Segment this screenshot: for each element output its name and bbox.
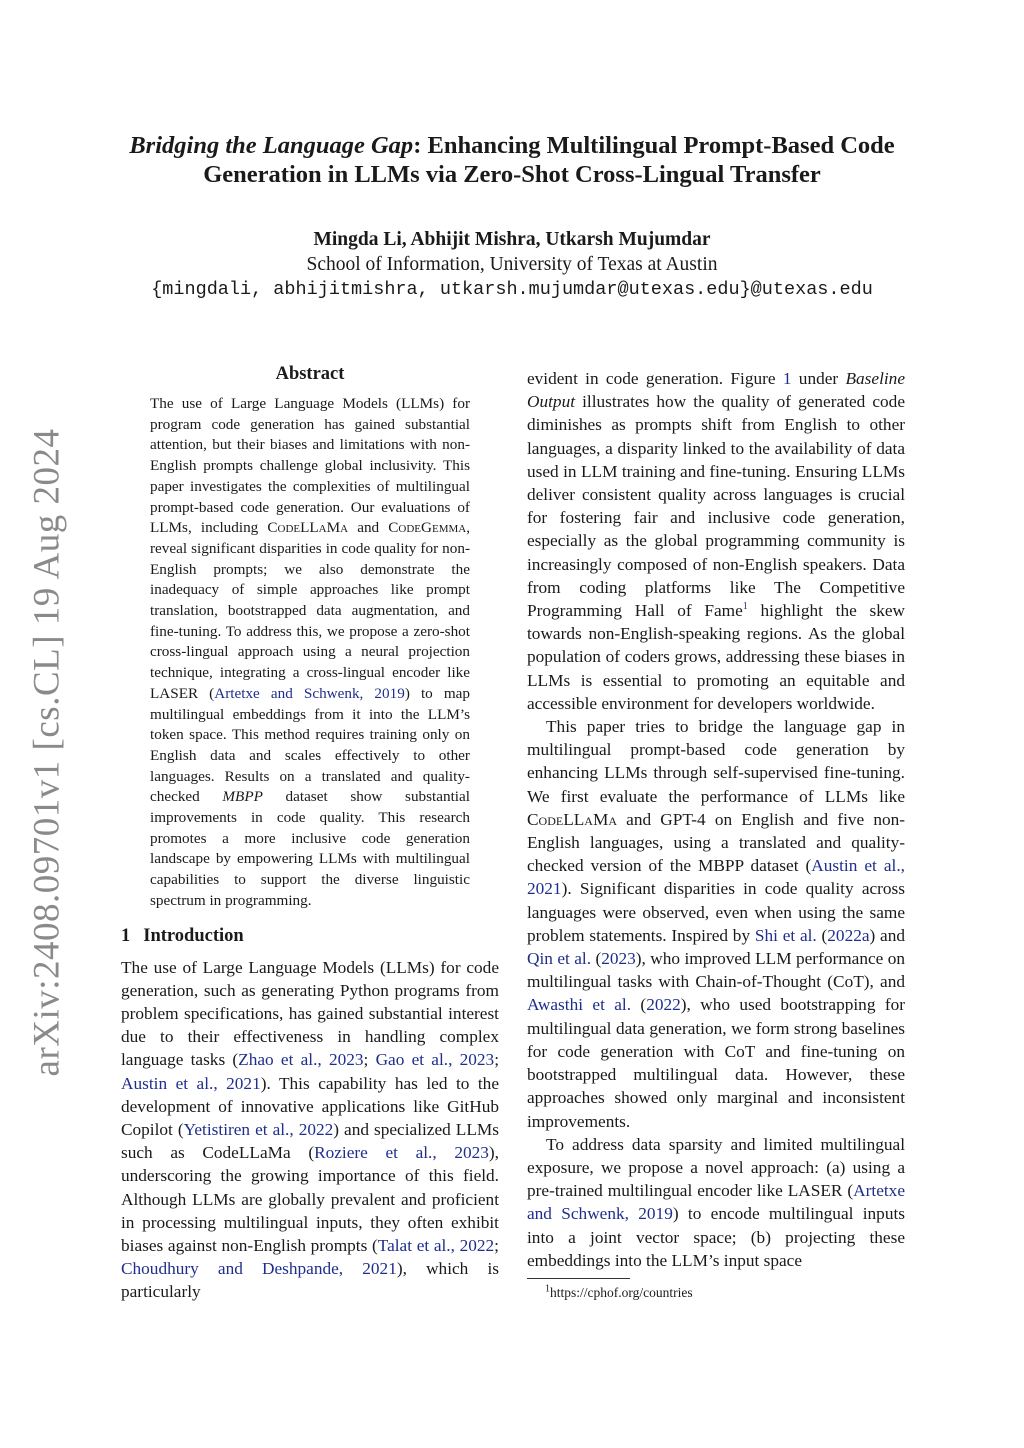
footnote-url: https://cphof.org/countries bbox=[550, 1284, 693, 1300]
citation-link[interactable]: 2022a bbox=[827, 925, 870, 945]
body-text: ; bbox=[494, 1236, 499, 1256]
paragraph bbox=[527, 715, 905, 1133]
paper-title-rest: : Enhancing Multilingual Prompt-Based Code Generation in LLMs via Zero-Shot Cross-Lingual Transfer bbox=[203, 132, 895, 188]
citation-link[interactable]: Roziere et al., 2023 bbox=[314, 1143, 489, 1163]
section-title: Introduction bbox=[143, 925, 244, 946]
body-text: ) and bbox=[869, 925, 905, 945]
citation-link[interactable]: 2022 bbox=[646, 995, 681, 1015]
paragraph bbox=[527, 367, 905, 715]
abstract-text: The use of Large Language Models (LLMs) for program code generation has gained substantial attention, but their biases and limitations with non-English prompts challenge global inclusivity. This paper investigates the complexities of multilingual prompt-based code generation. Our evaluations of LLMs, including bbox=[150, 395, 470, 537]
body-text: evident in code generation. Figure bbox=[527, 369, 783, 388]
introduction-body bbox=[121, 956, 499, 1304]
footnote-mark: 1 bbox=[545, 1283, 550, 1295]
citation-link[interactable]: Qin et al. bbox=[527, 949, 592, 969]
body-text: ; bbox=[363, 1050, 376, 1070]
citation-link[interactable]: Gao et al., 2023 bbox=[375, 1050, 495, 1070]
author-affiliation: School of Information, University of Texas at Austin bbox=[306, 254, 718, 275]
citation-link[interactable]: Artetxe and Schwenk, 2019 bbox=[214, 684, 405, 702]
body-text: ). Significant disparities in code quality across languages were observed, even when using the same problem statements. Inspired by bbox=[527, 879, 905, 945]
body-text: ), who used bootstrapping for multilingual data generation, we form strong baselines for code generation with CoT and fine-tuning on bootstrapped multilingual data. However, these approaches showed only marginal and inconsistent improvements. bbox=[527, 995, 905, 1131]
section-heading-introduction bbox=[121, 926, 499, 947]
abstract-body bbox=[150, 394, 470, 912]
citation-link[interactable]: Artetxe and Schwenk, 2019 bbox=[527, 1181, 905, 1224]
body-text: and GPT-4 on English and five non-English languages, using a translated and quality-checked version of the MBPP dataset ( bbox=[527, 809, 905, 876]
body-text: ( bbox=[631, 995, 647, 1015]
author-block bbox=[100, 227, 924, 302]
emphasis-text: Baseline Output bbox=[527, 369, 905, 412]
body-text: ), underscoring the growing importance of this field. Although LLMs are globally prevalent and proficient in processing multilingual inputs, they often exhibit biases against non-English prompts ( bbox=[121, 1143, 499, 1256]
section-number: 1 bbox=[121, 925, 131, 946]
model-name-codellama: CodeLLaMa bbox=[527, 809, 617, 829]
abstract-text: dataset show substantial improvements in code quality. This research promotes a more inclusive code generation landscape by empowering LLMs with multilingual capabilities to support the diverse linguistic spectrum in programming. bbox=[150, 788, 470, 909]
footnote-marker-link[interactable]: 1 bbox=[742, 601, 748, 613]
footnote-divider bbox=[527, 1278, 630, 1279]
abstract-text: ) to map multilingual embeddings from it into the LLM’s token space. This method requires training only on English data and scales effectively to other languages. Results on a translated and quality-checked bbox=[150, 684, 470, 806]
author-email: {mingdali, abhijitmishra, utkarsh.mujumdar@utexas.edu}@utexas.edu bbox=[151, 279, 873, 300]
arxiv-identifier-stamp bbox=[20, 428, 74, 1076]
model-name-codegemma: CodeGemma bbox=[388, 519, 467, 537]
paper-title-italic: Bridging the Language Gap bbox=[129, 132, 414, 159]
body-text: illustrates how the quality of generated code diminishes as prompts shift from English to other languages, a disparity linked to the availability of data used in LLM training and fine-tuning. Ensuring LLMs deliver consistent quality across languages is crucial for fostering fair and inclusive code generation, especially as the global programming community is increasingly composed of non-English speakers. Data from coding platforms like The Competitive Programming Hall of Fame bbox=[527, 392, 905, 621]
body-text: under bbox=[791, 369, 846, 388]
dataset-name: MBPP bbox=[222, 788, 263, 806]
left-column bbox=[121, 364, 499, 1304]
body-text: ; bbox=[494, 1050, 500, 1070]
body-text: ). This capability has led to the development of innovative applications like GitHub Copilot ( bbox=[121, 1073, 499, 1139]
body-text: highlight the skew towards non-English-speaking regions. As the global population of coders grows, addressing these biases in LLMs is essential to promoting an equitable and accessible environment for developers worldwide. bbox=[527, 601, 906, 713]
body-text: ( bbox=[591, 949, 602, 969]
body-text: ( bbox=[816, 925, 828, 945]
paper-title bbox=[100, 131, 924, 189]
citation-link[interactable]: Yetistiren et al., 2022 bbox=[183, 1120, 334, 1139]
body-text: The use of Large Language Models (LLMs) for code generation, such as generating Python programs from problem specifications, has gained substantial interest due to their effectiveness in handling complex language tasks ( bbox=[121, 957, 499, 1070]
citation-link[interactable]: Austin et al., 2021 bbox=[121, 1073, 261, 1093]
model-name-codellama: CodeLLaMa bbox=[267, 519, 349, 537]
abstract-text: , reveal significant disparities in code quality for non-English prompts; we also demonstrate the inadequacy of simple approaches like prompt translation, bootstrapped data augmentation, and fine-tuning. To address this, we propose a zero-shot cross-lingual approach using a neural projection technique, integrating a cross-lingual encoder like LASER ( bbox=[150, 519, 470, 702]
paragraph bbox=[121, 956, 499, 1304]
citation-link[interactable]: Awasthi et al. bbox=[527, 995, 632, 1015]
citation-link[interactable]: Zhao et al., 2023 bbox=[238, 1050, 364, 1070]
body-text: ) and specialized LLMs such as CodeLLaMa ( bbox=[121, 1120, 499, 1163]
figure-reference-link[interactable]: 1 bbox=[782, 369, 792, 388]
body-text: To address data sparsity and limited multilingual exposure, we propose a novel approach: (a) using a pre-trained multilingual encoder like LASER ( bbox=[527, 1134, 905, 1201]
citation-link[interactable]: 2023 bbox=[601, 949, 636, 969]
citation-link[interactable]: Choudhury and Deshpande, 2021 bbox=[121, 1259, 397, 1279]
paragraph bbox=[527, 1133, 905, 1272]
body-text: ), which is particularly bbox=[121, 1259, 499, 1302]
arxiv-identifier-text: arXiv:2408.09701v1 [cs.CL] 19 Aug 2024 bbox=[26, 428, 68, 1076]
citation-link[interactable]: Austin et al., 2021 bbox=[527, 856, 905, 899]
citation-link[interactable]: Shi et al. bbox=[754, 925, 817, 945]
body-text: This paper tries to bridge the language gap in multilingual prompt-based code generation by enhancing LLMs through self-supervised fine-tuning. We first evaluate the performance of LLMs like bbox=[527, 717, 905, 806]
citation-link[interactable]: Talat et al., 2022 bbox=[377, 1236, 495, 1256]
abstract-text: and bbox=[348, 519, 389, 537]
footnote bbox=[527, 1284, 905, 1301]
abstract-heading: Abstract bbox=[275, 364, 345, 384]
body-text: ) to encode multilingual inputs into a joint vector space; (b) projecting these embeddings into the LLM’s input space bbox=[527, 1204, 905, 1270]
author-names: Mingda Li, Abhijit Mishra, Utkarsh Mujumdar bbox=[313, 229, 711, 250]
body-text: ), who improved LLM performance on multilingual tasks with Chain-of-Thought (CoT), and bbox=[527, 949, 906, 992]
right-column bbox=[527, 367, 905, 1301]
